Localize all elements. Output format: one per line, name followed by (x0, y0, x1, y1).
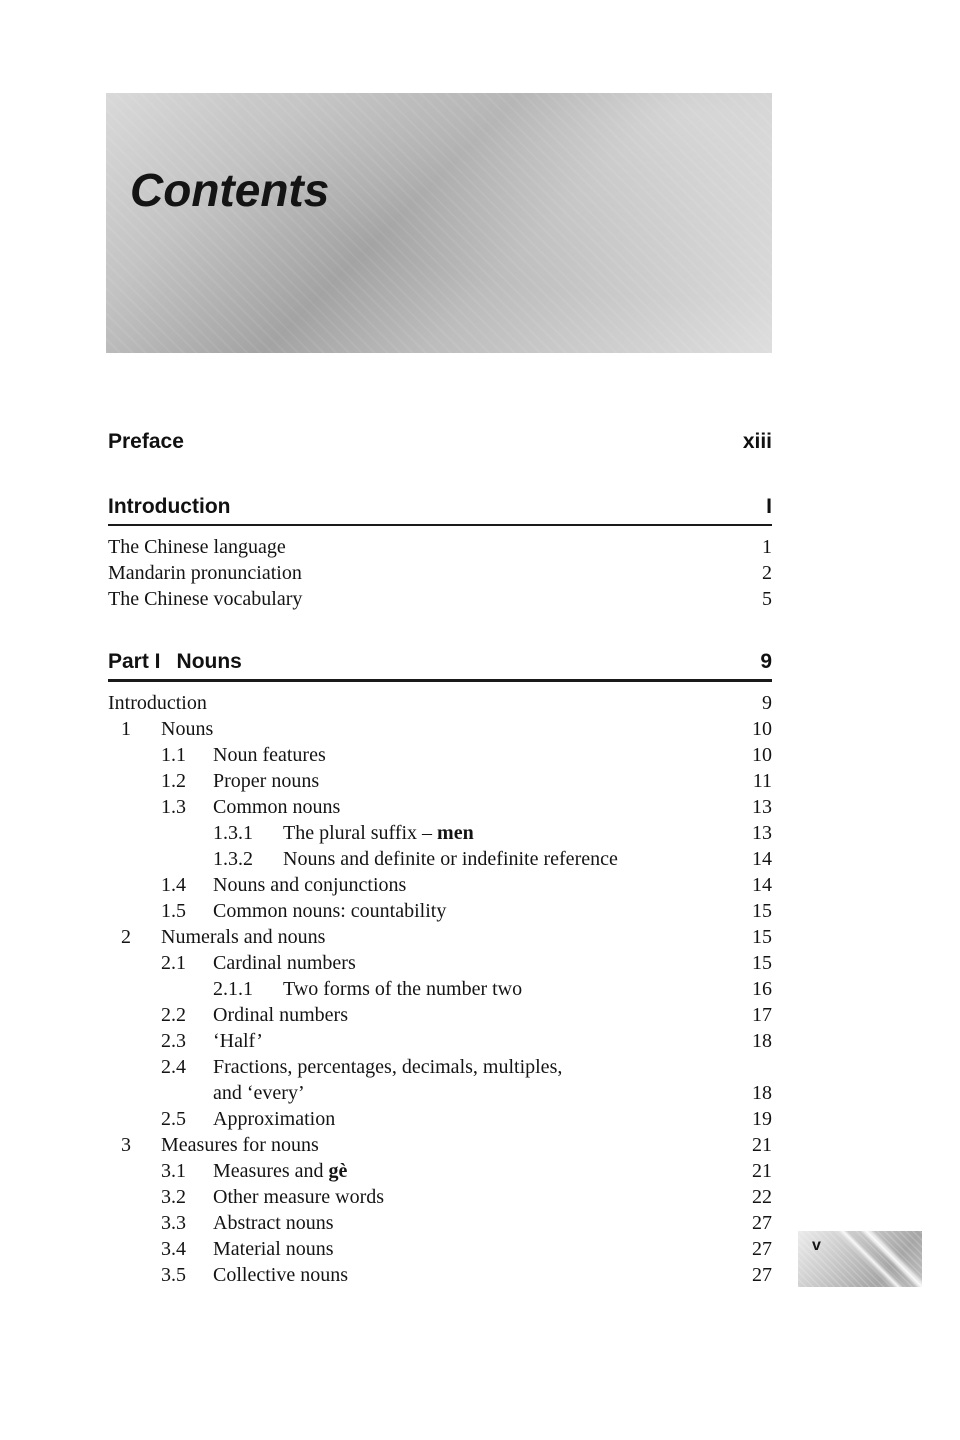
toc-entry (108, 768, 772, 794)
entry-number: 1.4 (161, 874, 186, 896)
toc-entry (108, 742, 772, 768)
preface-label: Preface (108, 430, 184, 453)
toc-rows (108, 690, 772, 1288)
toc-entry (108, 1028, 772, 1054)
entry-number: 3.1 (161, 1160, 186, 1182)
preface-heading (108, 429, 772, 455)
entry-title: Two forms of the number two (283, 978, 523, 1000)
section-heading-title: Introduction (108, 495, 231, 518)
entry-title: The plural suffix – men (283, 822, 474, 844)
entry-title: The Chinese vocabulary (108, 588, 303, 610)
toc-entry (108, 1106, 772, 1132)
toc-entry (108, 820, 772, 846)
entry-number: 2.1 (161, 952, 186, 974)
entry-number: 3.2 (161, 1186, 186, 1208)
entry-page-number: 27 (752, 1264, 772, 1286)
section-heading-label (108, 649, 242, 675)
entry-number: 2.1.1 (213, 978, 253, 1000)
toc-entry (108, 950, 772, 976)
page-title: Contents (130, 164, 330, 216)
entry-title: Fractions, percentages, decimals, multiples, (213, 1056, 563, 1078)
toc-entry (108, 586, 772, 612)
toc-entry (108, 1054, 772, 1080)
entry-title: Numerals and nouns (161, 926, 326, 948)
section-page-number: 9 (760, 650, 772, 673)
toc-entry (108, 690, 772, 716)
toc-entry (108, 1262, 772, 1288)
entry-number: 2 (121, 926, 131, 948)
toc-entry (108, 1184, 772, 1210)
entry-number: 3 (121, 1134, 131, 1156)
page-number-box (798, 1231, 922, 1287)
toc-rows (108, 534, 772, 612)
entry-number: 2.2 (161, 1004, 186, 1026)
entry-title: Noun features (213, 744, 326, 766)
entry-page-number: 15 (752, 900, 772, 922)
toc-entry (108, 846, 772, 872)
entry-number: 3.4 (161, 1238, 186, 1260)
toc-entry (108, 976, 772, 1002)
toc-entry (108, 1132, 772, 1158)
entry-title: Nouns and conjunctions (213, 874, 407, 896)
entry-number: 1.3.2 (213, 848, 253, 870)
entry-number: 2.5 (161, 1108, 186, 1130)
toc-entry (108, 534, 772, 560)
entry-title: Other measure words (213, 1186, 385, 1208)
entry-bold-term: gè (328, 1160, 348, 1182)
entry-page-number: 15 (752, 926, 772, 948)
entry-title: Abstract nouns (213, 1212, 334, 1234)
entry-title: Cardinal numbers (213, 952, 356, 974)
entry-page-number: 11 (752, 770, 772, 792)
toc-entry (108, 560, 772, 586)
entry-number: 1.3.1 (213, 822, 253, 844)
entry-title: Approximation (213, 1108, 336, 1130)
entry-title: Mandarin pronunciation (108, 562, 302, 584)
toc-entry (108, 1236, 772, 1262)
entry-title: Measures and gè (213, 1160, 348, 1182)
entry-page-number: 22 (752, 1186, 772, 1208)
toc-entry (108, 872, 772, 898)
toc-entry (108, 1158, 772, 1184)
entry-number: 2.4 (161, 1056, 186, 1078)
entry-title: ‘Half’ (213, 1030, 263, 1052)
entry-number: 1.2 (161, 770, 186, 792)
entry-page-number: 5 (762, 588, 772, 610)
section-heading (108, 649, 772, 682)
toc-entry (108, 1210, 772, 1236)
entry-number: 1 (121, 718, 131, 740)
entry-page-number: 19 (752, 1108, 772, 1130)
entry-number: 2.3 (161, 1030, 186, 1052)
section-part-prefix: Part I (108, 650, 161, 673)
entry-title: Common nouns (213, 796, 341, 818)
contents-banner (106, 93, 772, 353)
entry-page-number: 21 (752, 1160, 772, 1182)
toc-entry (108, 924, 772, 950)
entry-page-number: 13 (752, 796, 772, 818)
entry-title: Measures for nouns (161, 1134, 319, 1156)
entry-page-number: 18 (752, 1030, 772, 1052)
entry-page-number: 10 (752, 744, 772, 766)
entry-page-number: 18 (752, 1082, 772, 1104)
entry-page-number: 2 (762, 562, 772, 584)
entry-title: Proper nouns (213, 770, 320, 792)
entry-page-number: 14 (752, 874, 772, 896)
preface-page-number: xiii (742, 430, 772, 453)
entry-title: Nouns and definite or indefinite reference (283, 848, 618, 870)
entry-page-number: 13 (752, 822, 772, 844)
entry-title: Nouns (161, 718, 214, 740)
entry-number: 1.5 (161, 900, 186, 922)
entry-title: Material nouns (213, 1238, 334, 1260)
toc-entry (108, 898, 772, 924)
entry-page-number: 21 (752, 1134, 772, 1156)
toc-entry (108, 716, 772, 742)
entry-title: Common nouns: countability (213, 900, 447, 922)
toc-section (108, 649, 772, 1288)
entry-title: Ordinal numbers (213, 1004, 348, 1026)
entry-title: and ‘every’ (213, 1082, 305, 1104)
entry-title: The Chinese language (108, 536, 286, 558)
entry-number: 1.3 (161, 796, 186, 818)
entry-title: Introduction (108, 692, 207, 714)
entry-bold-term: men (437, 822, 474, 844)
entry-page-number: 15 (752, 952, 772, 974)
entry-number: 1.1 (161, 744, 186, 766)
toc-entry (108, 794, 772, 820)
toc-section (108, 494, 772, 612)
entry-page-number: 1 (762, 536, 772, 558)
entry-page-number: 10 (752, 718, 772, 740)
entry-page-number: 17 (752, 1004, 772, 1026)
entry-page-number: 14 (752, 848, 772, 870)
entry-number: 3.5 (161, 1264, 186, 1286)
toc-entry (108, 1002, 772, 1028)
entry-page-number: 9 (762, 692, 772, 714)
entry-page-number: 27 (752, 1212, 772, 1234)
page-number: v (812, 1237, 821, 1254)
entry-page-number: 16 (752, 978, 772, 1000)
section-heading-title: Nouns (176, 650, 242, 673)
section-page-number: I (766, 495, 772, 518)
entry-number: 3.3 (161, 1212, 186, 1234)
section-heading (108, 494, 772, 526)
toc-entry (108, 1080, 772, 1106)
entry-title: Collective nouns (213, 1264, 348, 1286)
section-heading-label (108, 494, 230, 520)
entry-page-number: 27 (752, 1238, 772, 1260)
